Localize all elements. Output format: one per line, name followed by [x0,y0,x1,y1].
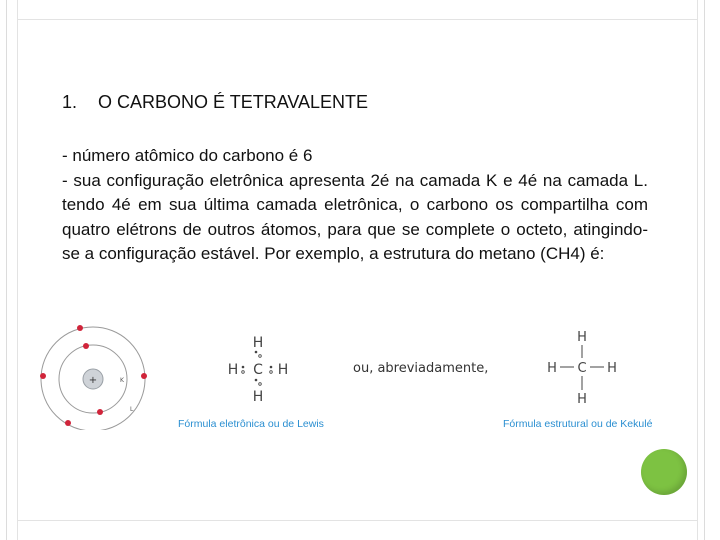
top-frame-border [17,0,698,20]
bohr-model-diagram [36,320,156,430]
kekule-left-h: H [547,361,557,376]
body-line-atomic-number: - número atômico do carbono é 6 [62,146,313,165]
kekule-center-c: C [577,361,587,376]
heading-number: 1. [62,92,78,112]
lewis-left-h: H [227,362,239,378]
lewis-center-c: C [253,362,263,378]
connector-text: ou, abreviadamente, [353,361,489,376]
slide-body [62,144,648,267]
slide-heading [62,92,368,113]
kekule-right-h: H [607,361,617,376]
kekule-caption: Fórmula estrutural ou de Kekulé [503,418,653,430]
bottom-frame-border [17,520,698,540]
lewis-structure-diagram [222,328,302,410]
heading-title: O CARBONO É TETRAVALENTE [98,92,369,112]
shell-l-label: L [130,406,134,413]
right-frame-border [697,0,720,540]
nucleus-label: + [88,375,98,386]
lewis-caption: Fórmula eletrônica ou de Lewis [178,418,324,430]
green-circle-decoration [641,449,687,495]
kekule-bottom-h: H [577,392,587,407]
kekule-structure-diagram [542,324,626,408]
shell-k-label: K [120,377,124,384]
kekule-top-h: H [577,330,587,345]
lewis-top-h: H [252,335,264,351]
body-line-configuration: - sua configuração eletrônica apresenta 2é na camada K e 4é na camada L. tendo 4é em sua última camada eletrônica, o carbono os compartilha com quatro elétrons de outros átomos, para que se complete o octeto, atingindo-se a configuração estável. Por exemplo, a estrutura do metano (CH4) é: [62,170,648,263]
lewis-bottom-h: H [252,389,264,405]
left-frame-border [0,0,18,540]
lewis-right-h: H [277,362,289,378]
